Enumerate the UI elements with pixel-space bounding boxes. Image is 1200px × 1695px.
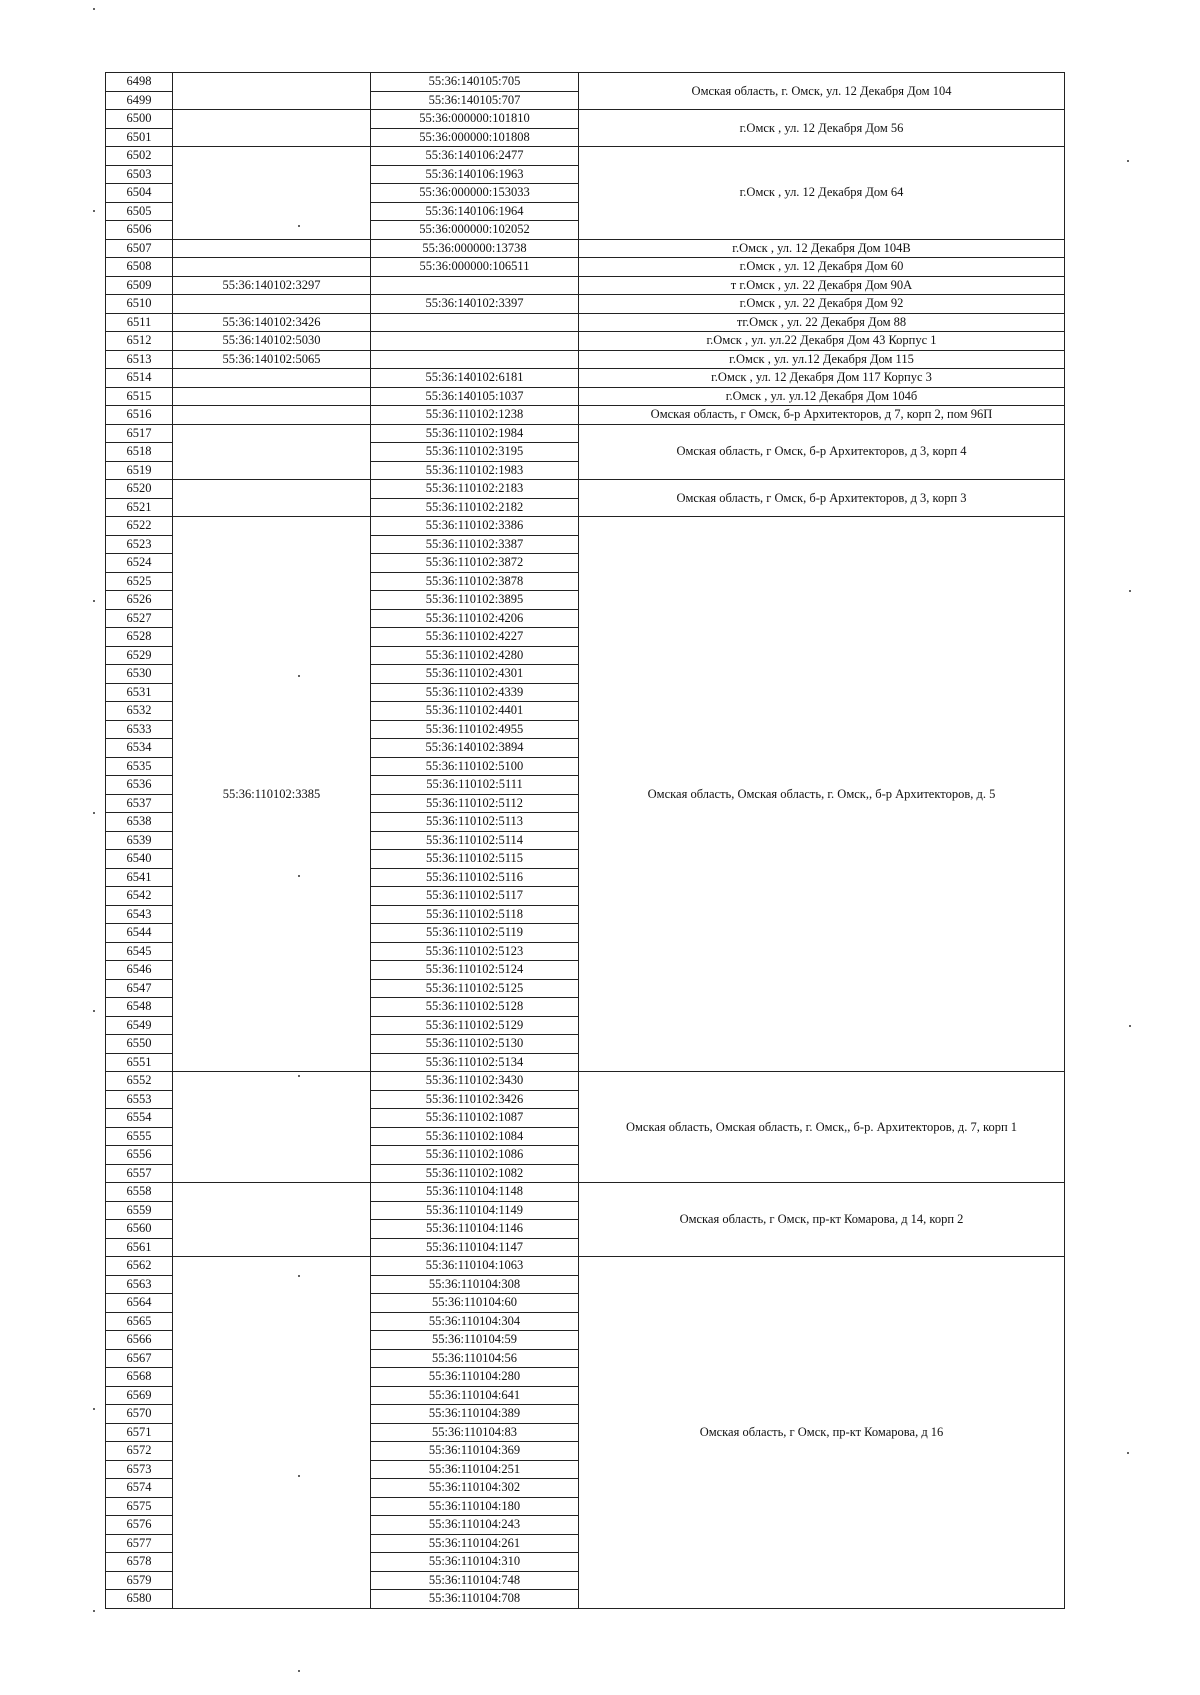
row-number: 6514 [106,369,173,388]
row-number: 6523 [106,535,173,554]
scan-speck [1127,160,1129,162]
cadastral-number: 55:36:110102:3872 [371,554,579,573]
parcel-number: 55:36:140102:5065 [173,350,371,369]
row-number: 6530 [106,665,173,684]
address-cell: Омская область, Омская область, г. Омск,, б-р Архитекторов, д. 5 [579,517,1065,1072]
scan-speck [298,875,300,877]
cadastral-number: 55:36:000000:13738 [371,239,579,258]
cadastral-number: 55:36:140105:707 [371,91,579,110]
cadastral-number: 55:36:140102:3397 [371,295,579,314]
scan-speck [93,812,95,814]
row-number: 6526 [106,591,173,610]
row-number: 6529 [106,646,173,665]
cadastral-number [371,332,579,351]
row-number: 6551 [106,1053,173,1072]
cadastral-number: 55:36:110102:1086 [371,1146,579,1165]
table-row [106,295,1065,314]
parcel-number [173,406,371,425]
cadastral-number: 55:36:110104:389 [371,1405,579,1424]
cadastral-number: 55:36:110104:369 [371,1442,579,1461]
cadastral-number: 55:36:110102:4401 [371,702,579,721]
address-cell: г.Омск , ул. 12 Декабря Дом 117 Корпус 3 [579,369,1065,388]
row-number: 6540 [106,850,173,869]
cadastral-number: 55:36:110102:4301 [371,665,579,684]
cadastral-number: 55:36:110102:3878 [371,572,579,591]
row-number: 6502 [106,147,173,166]
row-number: 6524 [106,554,173,573]
table-row [106,110,1065,129]
row-number: 6544 [106,924,173,943]
cadastral-number: 55:36:110102:2182 [371,498,579,517]
row-number: 6500 [106,110,173,129]
cadastral-number: 55:36:110102:5116 [371,868,579,887]
cadastral-number: 55:36:110102:5115 [371,850,579,869]
parcel-number: 55:36:140102:3426 [173,313,371,332]
table-row [106,73,1065,92]
cadastral-number: 55:36:110102:1082 [371,1164,579,1183]
address-cell: Омская область, г Омск, б-р Архитекторов, д 3, корп 4 [579,424,1065,480]
row-number: 6527 [106,609,173,628]
cadastral-number: 55:36:140102:6181 [371,369,579,388]
row-number: 6535 [106,757,173,776]
row-number: 6557 [106,1164,173,1183]
row-number: 6562 [106,1257,173,1276]
row-number: 6510 [106,295,173,314]
cadastral-number: 55:36:110102:5129 [371,1016,579,1035]
row-number: 6534 [106,739,173,758]
cadastral-number: 55:36:110102:5119 [371,924,579,943]
cadastral-number: 55:36:110104:261 [371,1534,579,1553]
parcel-number [173,295,371,314]
cadastral-number: 55:36:110104:641 [371,1386,579,1405]
row-number: 6505 [106,202,173,221]
row-number: 6563 [106,1275,173,1294]
cadastral-number: 55:36:110102:3386 [371,517,579,536]
cadastral-number: 55:36:110102:1984 [371,424,579,443]
row-number: 6558 [106,1183,173,1202]
address-cell: г.Омск , ул. 12 Декабря Дом 60 [579,258,1065,277]
row-number: 6539 [106,831,173,850]
row-number: 6550 [106,1035,173,1054]
cadastral-number: 55:36:110104:1063 [371,1257,579,1276]
row-number: 6574 [106,1479,173,1498]
row-number: 6498 [106,73,173,92]
scan-speck [298,1275,300,1277]
row-number: 6518 [106,443,173,462]
cadastral-number: 55:36:110102:5118 [371,905,579,924]
cadastral-number: 55:36:110102:1983 [371,461,579,480]
cadastral-number: 55:36:110102:4206 [371,609,579,628]
row-number: 6515 [106,387,173,406]
row-number: 6545 [106,942,173,961]
row-number: 6541 [106,868,173,887]
cadastral-number: 55:36:110104:180 [371,1497,579,1516]
cadastral-number: 55:36:140105:705 [371,73,579,92]
row-number: 6560 [106,1220,173,1239]
cadastral-number: 55:36:110102:5130 [371,1035,579,1054]
address-cell: тг.Омск , ул. 22 Декабря Дом 88 [579,313,1065,332]
parcel-number [173,73,371,110]
row-number: 6559 [106,1201,173,1220]
parcel-number: 55:36:110102:3385 [173,517,371,1072]
cadastral-number: 55:36:110104:304 [371,1312,579,1331]
cadastral-number: 55:36:140106:2477 [371,147,579,166]
cadastral-number: 55:36:110104:60 [371,1294,579,1313]
cadastral-number: 55:36:110102:4280 [371,646,579,665]
address-cell: г.Омск , ул. ул.22 Декабря Дом 43 Корпус 1 [579,332,1065,351]
table-row [106,1257,1065,1276]
scan-speck [1127,1452,1129,1454]
row-number: 6577 [106,1534,173,1553]
cadastral-number: 55:36:110104:302 [371,1479,579,1498]
row-number: 6572 [106,1442,173,1461]
cadastral-number: 55:36:110102:3895 [371,591,579,610]
table-row [106,332,1065,351]
address-cell: г.Омск , ул. 12 Декабря Дом 104В [579,239,1065,258]
row-number: 6576 [106,1516,173,1535]
scan-speck [1129,590,1131,592]
cadastral-number [371,350,579,369]
row-number: 6561 [106,1238,173,1257]
cadastral-number: 55:36:110104:310 [371,1553,579,1572]
scan-speck [93,1010,95,1012]
cadastral-number: 55:36:140106:1964 [371,202,579,221]
cadastral-number: 55:36:110102:3430 [371,1072,579,1091]
parcel-number [173,239,371,258]
cadastral-number: 55:36:110104:308 [371,1275,579,1294]
parcel-number [173,424,371,480]
row-number: 6532 [106,702,173,721]
address-cell: г.Омск , ул. 12 Декабря Дом 64 [579,147,1065,240]
row-number: 6509 [106,276,173,295]
cadastral-number: 55:36:110102:5123 [371,942,579,961]
row-number: 6578 [106,1553,173,1572]
row-number: 6520 [106,480,173,499]
parcel-number [173,480,371,517]
address-cell: Омская область, Омская область, г. Омск,, б-р. Архитекторов, д. 7, корп 1 [579,1072,1065,1183]
cadastral-number: 55:36:110102:5112 [371,794,579,813]
row-number: 6547 [106,979,173,998]
cadastral-number: 55:36:110102:1238 [371,406,579,425]
scan-speck [298,1475,300,1477]
cadastral-number: 55:36:110104:708 [371,1590,579,1609]
cadastral-number: 55:36:110104:1148 [371,1183,579,1202]
cadastral-number: 55:36:110104:251 [371,1460,579,1479]
cadastral-number: 55:36:110102:1084 [371,1127,579,1146]
row-number: 6552 [106,1072,173,1091]
scan-speck [93,210,95,212]
row-number: 6507 [106,239,173,258]
table-row [106,239,1065,258]
cadastral-number: 55:36:110102:4227 [371,628,579,647]
address-cell: г.Омск , ул. ул.12 Декабря Дом 104б [579,387,1065,406]
table-row [106,258,1065,277]
row-number: 6536 [106,776,173,795]
row-number: 6579 [106,1571,173,1590]
scan-speck [93,600,95,602]
row-number: 6565 [106,1312,173,1331]
row-number: 6522 [106,517,173,536]
row-number: 6569 [106,1386,173,1405]
row-number: 6512 [106,332,173,351]
cadastral-number: 55:36:110102:5134 [371,1053,579,1072]
scan-speck [93,1408,95,1410]
row-number: 6542 [106,887,173,906]
cadastral-number: 55:36:110102:3426 [371,1090,579,1109]
row-number: 6528 [106,628,173,647]
cadastral-number: 55:36:110104:1147 [371,1238,579,1257]
cadastral-number: 55:36:110102:5100 [371,757,579,776]
table-row [106,406,1065,425]
parcel-number [173,1257,371,1609]
address-cell: Омская область, г Омск, пр-кт Комарова, д 16 [579,1257,1065,1609]
row-number: 6499 [106,91,173,110]
table-row [106,276,1065,295]
row-number: 6549 [106,1016,173,1035]
scan-speck [93,1610,95,1612]
table-row [106,147,1065,166]
row-number: 6503 [106,165,173,184]
cadastral-number: 55:36:000000:101810 [371,110,579,129]
cadastral-number: 55:36:110104:280 [371,1368,579,1387]
cadastral-number: 55:36:000000:153033 [371,184,579,203]
row-number: 6570 [106,1405,173,1424]
row-number: 6566 [106,1331,173,1350]
address-cell: Омская область, г Омск, пр-кт Комарова, д 14, корп 2 [579,1183,1065,1257]
table-row [106,480,1065,499]
cadastral-number: 55:36:110102:4339 [371,683,579,702]
address-cell: т г.Омск , ул. 22 Декабря Дом 90А [579,276,1065,295]
row-number: 6543 [106,905,173,924]
address-cell: г.Омск , ул. 22 Декабря Дом 92 [579,295,1065,314]
cadastral-number: 55:36:110104:56 [371,1349,579,1368]
cadastral-number: 55:36:140102:3894 [371,739,579,758]
cadastral-number: 55:36:110102:5114 [371,831,579,850]
parcel-number [173,1072,371,1183]
parcel-number [173,110,371,147]
scan-speck [93,8,95,10]
table-row [106,369,1065,388]
cadastral-number [371,276,579,295]
cadastral-number: 55:36:000000:106511 [371,258,579,277]
cadastral-number: 55:36:110102:1087 [371,1109,579,1128]
parcel-number: 55:36:140102:5030 [173,332,371,351]
row-number: 6537 [106,794,173,813]
scan-speck [298,225,300,227]
cadastral-number: 55:36:110104:243 [371,1516,579,1535]
cadastral-number: 55:36:110102:3387 [371,535,579,554]
cadastral-number: 55:36:140106:1963 [371,165,579,184]
address-cell: г.Омск , ул. 12 Декабря Дом 56 [579,110,1065,147]
parcel-number [173,387,371,406]
row-number: 6531 [106,683,173,702]
row-number: 6538 [106,813,173,832]
row-number: 6517 [106,424,173,443]
row-number: 6556 [106,1146,173,1165]
cadastral-number: 55:36:110102:5128 [371,998,579,1017]
cadastral-number: 55:36:140105:1037 [371,387,579,406]
cadastral-number: 55:36:110104:1149 [371,1201,579,1220]
table-row [106,424,1065,443]
address-cell: Омская область, г. Омск, ул. 12 Декабря Дом 104 [579,73,1065,110]
scan-speck [298,675,300,677]
cadastral-number: 55:36:110102:3195 [371,443,579,462]
table-row [106,1183,1065,1202]
table-body [106,73,1065,1609]
cadastral-table [105,72,1065,1609]
table-row [106,387,1065,406]
address-cell: г.Омск , ул. ул.12 Декабря Дом 115 [579,350,1065,369]
cadastral-number: 55:36:110102:5117 [371,887,579,906]
row-number: 6573 [106,1460,173,1479]
address-cell: Омская область, г Омск, б-р Архитекторов, д 3, корп 3 [579,480,1065,517]
parcel-number [173,147,371,240]
row-number: 6580 [106,1590,173,1609]
row-number: 6511 [106,313,173,332]
cadastral-number: 55:36:110102:4955 [371,720,579,739]
scan-speck [298,1075,300,1077]
parcel-number [173,369,371,388]
parcel-number [173,258,371,277]
row-number: 6508 [106,258,173,277]
table-row [106,517,1065,536]
row-number: 6504 [106,184,173,203]
row-number: 6554 [106,1109,173,1128]
cadastral-number: 55:36:110102:5124 [371,961,579,980]
table-row [106,313,1065,332]
row-number: 6567 [106,1349,173,1368]
row-number: 6575 [106,1497,173,1516]
cadastral-number: 55:36:110102:5111 [371,776,579,795]
row-number: 6516 [106,406,173,425]
row-number: 6548 [106,998,173,1017]
cadastral-number: 55:36:110104:59 [371,1331,579,1350]
parcel-number [173,1183,371,1257]
row-number: 6519 [106,461,173,480]
row-number: 6553 [106,1090,173,1109]
cadastral-number: 55:36:110104:1146 [371,1220,579,1239]
table-row [106,350,1065,369]
scan-speck [1129,1025,1131,1027]
row-number: 6501 [106,128,173,147]
row-number: 6568 [106,1368,173,1387]
cadastral-number: 55:36:110102:2183 [371,480,579,499]
cadastral-number: 55:36:000000:101808 [371,128,579,147]
cadastral-number: 55:36:000000:102052 [371,221,579,240]
cadastral-number: 55:36:110104:83 [371,1423,579,1442]
scan-speck [298,1670,300,1672]
cadastral-number: 55:36:110104:748 [371,1571,579,1590]
parcel-number: 55:36:140102:3297 [173,276,371,295]
row-number: 6506 [106,221,173,240]
row-number: 6555 [106,1127,173,1146]
cadastral-number: 55:36:110102:5125 [371,979,579,998]
address-cell: Омская область, г Омск, б-р Архитекторов, д 7, корп 2, пом 96П [579,406,1065,425]
row-number: 6525 [106,572,173,591]
row-number: 6513 [106,350,173,369]
row-number: 6564 [106,1294,173,1313]
row-number: 6571 [106,1423,173,1442]
row-number: 6546 [106,961,173,980]
table-row [106,1072,1065,1091]
cadastral-number: 55:36:110102:5113 [371,813,579,832]
cadastral-number [371,313,579,332]
row-number: 6533 [106,720,173,739]
row-number: 6521 [106,498,173,517]
